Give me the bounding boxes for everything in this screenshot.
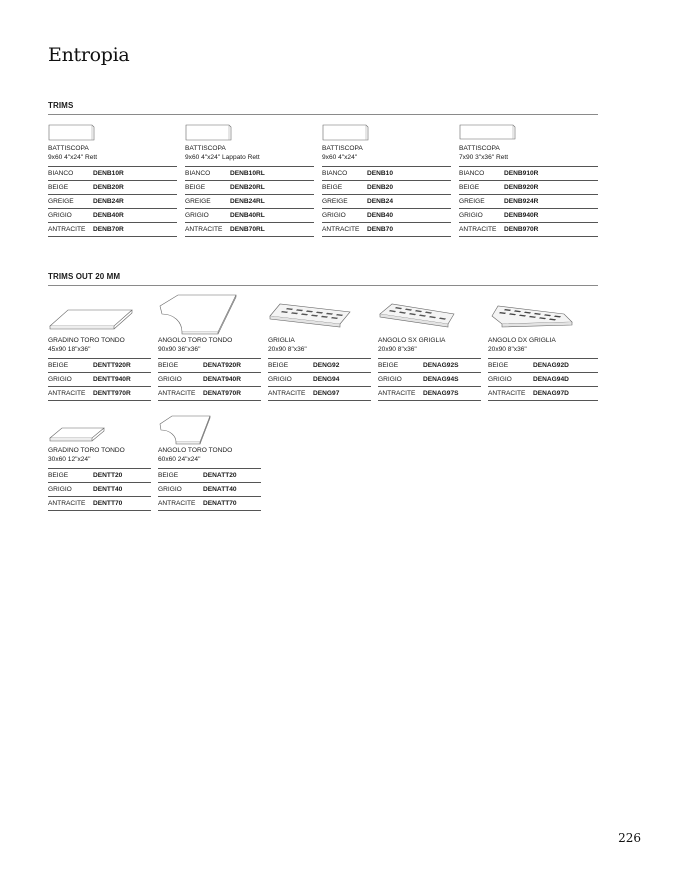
table-row [322,222,451,237]
product-size: 30x60 12"x24" [48,456,91,463]
product-size: 90x90 36"x36" [158,346,201,353]
color-name: ANTRACITE [268,390,306,397]
product-card [322,122,451,237]
article-code: DENB910R [504,170,539,177]
product-name: BATTISCOPA [459,145,500,152]
product-name: BATTISCOPA [48,145,89,152]
table-row [185,180,314,194]
color-name: GRIGIO [185,212,209,219]
article-code: DENB40RL [230,212,265,219]
product-code-table [268,358,371,401]
color-name: ANTRACITE [378,390,416,397]
article-code: DENB70R [93,226,124,233]
table-row [459,194,598,208]
color-name: BEIGE [158,362,179,369]
product-code-table [322,166,451,237]
article-code: DENB24R [93,198,124,205]
color-name: GRIGIO [158,486,182,493]
color-name: ANTRACITE [459,226,497,233]
product-size: 60x60 24"x24" [158,456,201,463]
table-row [459,166,598,180]
color-name: GRIGIO [48,486,72,493]
angolo-toro-tondo-icon [158,414,218,446]
table-row [322,180,451,194]
product-card [459,122,598,237]
gradino-toro-tondo-icon [48,414,108,446]
article-code: DENB920R [504,184,539,191]
product-name: ANGOLO TORO TONDO [158,447,233,454]
article-code: DENAT940R [203,376,241,383]
product-size: 45x90 18"x36" [48,346,91,353]
article-code: DENTT70 [93,500,123,507]
color-name: GREIGE [185,198,211,205]
product-name: GRADINO TORO TONDO [48,337,125,344]
battiscopa-icon [185,122,233,142]
table-row [488,372,598,386]
article-code: DENB10R [93,170,124,177]
product-code-table [48,468,151,511]
table-row [48,358,151,372]
article-code: DENB40 [367,212,394,219]
color-name: BEIGE [488,362,509,369]
battiscopa-icon [48,122,96,142]
color-name: BEIGE [459,184,480,191]
article-code: DENAT970R [203,390,241,397]
article-code: DENB940R [504,212,539,219]
color-name: BEIGE [185,184,206,191]
color-name: GRIGIO [322,212,346,219]
table-row [185,222,314,237]
article-code: DENG94 [313,376,340,383]
article-code: DENB24 [367,198,394,205]
article-code: DENB10RL [230,170,265,177]
color-name: GRIGIO [268,376,292,383]
color-name: BEIGE [48,472,69,479]
product-size: 20x90 8"x36" [378,346,417,353]
color-name: GRIGIO [158,376,182,383]
product-code-table [185,166,314,237]
product-card [185,122,314,237]
table-row [459,180,598,194]
table-row [488,386,598,401]
product-code-table [488,358,598,401]
battiscopa-icon [322,122,370,142]
product-name: BATTISCOPA [322,145,363,152]
article-code: DENTT970R [93,390,131,397]
color-name: GREIGE [48,198,74,205]
table-row [459,222,598,237]
section-divider [48,285,598,286]
table-row [48,468,151,482]
table-row [48,222,177,237]
color-name: BIANCO [48,170,74,177]
section-divider [48,114,598,115]
color-name: GREIGE [322,198,348,205]
article-code: DENB20RL [230,184,265,191]
table-row [268,358,371,372]
article-code: DENATT20 [203,472,237,479]
color-name: BEIGE [268,362,289,369]
product-card [48,122,177,237]
product-name: ANGOLO SX GRIGLIA [378,337,446,344]
color-name: ANTRACITE [322,226,360,233]
color-name: ANTRACITE [48,390,86,397]
article-code: DENTT20 [93,472,123,479]
product-card [488,292,598,401]
article-code: DENTT940R [93,376,131,383]
table-row [48,194,177,208]
griglia-icon [268,292,354,336]
table-row [48,386,151,401]
table-row [488,358,598,372]
color-name: GRIGIO [48,376,72,383]
angolo-toro-tondo-icon [158,292,244,336]
article-code: DENG92 [313,362,340,369]
product-card [48,292,151,401]
table-row [185,194,314,208]
color-name: BEIGE [48,362,69,369]
article-code: DENAG94S [423,376,459,383]
article-code: DENB20R [93,184,124,191]
product-size: 20x90 8"x36" [268,346,307,353]
article-code: DENAG92D [533,362,569,369]
article-code: DENB70RL [230,226,265,233]
color-name: ANTRACITE [48,226,86,233]
color-name: BEIGE [378,362,399,369]
color-name: BEIGE [322,184,343,191]
section-title-trims-out: TRIMS OUT 20 MM [48,272,121,281]
article-code: DENB970R [504,226,539,233]
gradino-toro-tondo-icon [48,292,134,336]
product-name: ANGOLO DX GRIGLIA [488,337,556,344]
table-row [48,180,177,194]
table-row [48,482,151,496]
product-code-table [48,166,177,237]
color-name: GRIGIO [459,212,483,219]
table-row [158,372,261,386]
article-code: DENB10 [367,170,394,177]
product-card [378,292,481,401]
color-name: ANTRACITE [185,226,223,233]
article-code: DENAT920R [203,362,241,369]
article-code: DENTT920R [93,362,131,369]
product-code-table [158,358,261,401]
product-name: GRIGLIA [268,337,295,344]
table-row [459,208,598,222]
table-row [378,358,481,372]
color-name: ANTRACITE [48,500,86,507]
color-name: ANTRACITE [158,390,196,397]
color-name: BIANCO [322,170,348,177]
table-row [158,482,261,496]
table-row [158,496,261,511]
article-code: DENAG94D [533,376,569,383]
color-name: GRIGIO [48,212,72,219]
angolo-dx-griglia-icon [488,292,574,336]
product-name: ANGOLO TORO TONDO [158,337,233,344]
article-code: DENB924R [504,198,539,205]
battiscopa-icon [459,122,517,142]
product-code-table [378,358,481,401]
table-row [185,208,314,222]
product-size: 9x60 4"x24" Rett [48,154,98,161]
article-code: DENG97 [313,390,340,397]
table-row [268,372,371,386]
table-row [185,166,314,180]
article-code: DENTT40 [93,486,123,493]
table-row [378,386,481,401]
table-row [378,372,481,386]
article-code: DENB20 [367,184,394,191]
color-name: BIANCO [459,170,485,177]
article-code: DENATT40 [203,486,237,493]
product-code-table [48,358,151,401]
page-title: Entropia [48,44,130,66]
table-row [268,386,371,401]
article-code: DENAG92S [423,362,459,369]
angolo-sx-griglia-icon [378,292,464,336]
product-card [158,414,261,511]
table-row [322,208,451,222]
color-name: GRIGIO [488,376,512,383]
section-title-trims: TRIMS [48,101,74,110]
product-size: 20x90 8"x36" [488,346,527,353]
color-name: ANTRACITE [158,500,196,507]
table-row [322,166,451,180]
color-name: GRIGIO [378,376,402,383]
product-code-table [459,166,598,237]
article-code: DENB40R [93,212,124,219]
table-row [158,468,261,482]
table-row [48,496,151,511]
product-size: 9x60 4"x24" [322,154,358,161]
product-card [158,292,261,401]
table-row [48,166,177,180]
page-number: 226 [618,831,641,845]
color-name: ANTRACITE [488,390,526,397]
article-code: DENATT70 [203,500,237,507]
article-code: DENB70 [367,226,394,233]
color-name: BEIGE [158,472,179,479]
article-code: DENAG97S [423,390,459,397]
color-name: BIANCO [185,170,211,177]
table-row [322,194,451,208]
product-name: BATTISCOPA [185,145,226,152]
color-name: GREIGE [459,198,485,205]
table-row [158,386,261,401]
product-size: 7x90 3"x36" Rett [459,154,509,161]
table-row [158,358,261,372]
product-card [268,292,371,401]
product-card [48,414,151,511]
article-code: DENAG97D [533,390,569,397]
article-code: DENB24RL [230,198,265,205]
product-code-table [158,468,261,511]
product-name: GRADINO TORO TONDO [48,447,125,454]
product-size: 9x60 4"x24" Lappato Rett [185,154,260,161]
table-row [48,208,177,222]
table-row [48,372,151,386]
color-name: BEIGE [48,184,69,191]
